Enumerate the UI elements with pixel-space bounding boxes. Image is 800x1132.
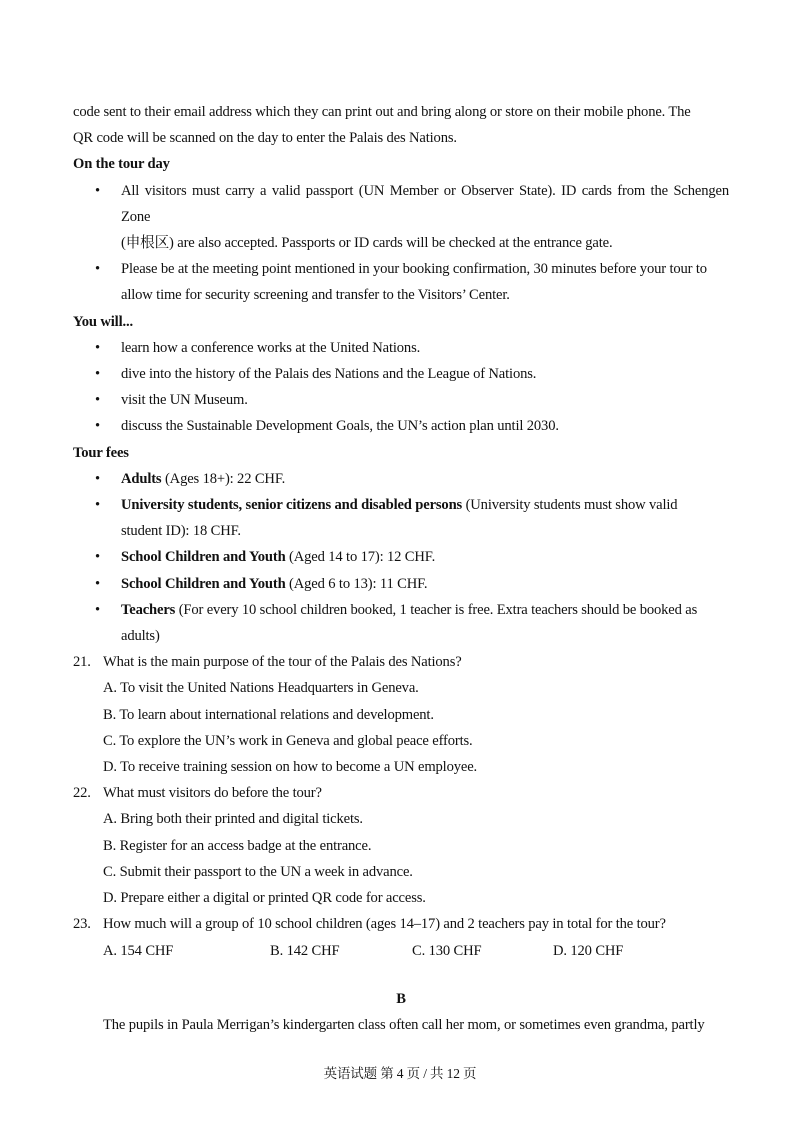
- fee-detail: (For every 10 school children booked, 1 teacher is free. Extra teachers should be booked as: [175, 601, 698, 618]
- question-number: 21.: [73, 654, 91, 671]
- bullet-text: learn how a conference works at the United Nations.: [121, 339, 421, 356]
- bullet-icon: •: [95, 497, 100, 514]
- question-stem: What must visitors do before the tour?: [103, 785, 322, 802]
- fee-detail: student ID): 18 CHF.: [121, 523, 241, 540]
- bullet-text: discuss the Sustainable Development Goals, the UN’s action plan until 2030.: [121, 418, 559, 435]
- option-b: B. Register for an access badge at the entrance.: [103, 837, 372, 854]
- fee-item: [73, 544, 729, 570]
- question-number: 22.: [73, 785, 91, 802]
- bullet-text: allow time for security screening and transfer to the Visitors’ Center.: [121, 287, 510, 304]
- intro-line: code sent to their email address which they can print out and bring along or store on their mobile phone. The: [73, 104, 691, 120]
- passage-b-text: The pupils in Paula Merrigan’s kindergarten class often call her mom, or sometimes even grandma, partly: [103, 1016, 705, 1033]
- option-b: B. 142 CHF: [270, 942, 340, 959]
- question-stem: What is the main purpose of the tour of the Palais des Nations?: [103, 654, 462, 671]
- bullet-icon: •: [95, 392, 100, 409]
- section-heading-tour-fees: Tour fees: [73, 444, 129, 461]
- bullet-icon: •: [95, 575, 100, 592]
- fee-item: [73, 492, 729, 544]
- option-a: A. Bring both their printed and digital tickets.: [103, 811, 363, 828]
- bullet-icon: •: [95, 261, 100, 278]
- fee-category: School Children and Youth: [121, 549, 286, 566]
- bullet-icon: •: [95, 182, 100, 199]
- option-c: C. Submit their passport to the UN a week in advance.: [103, 863, 413, 880]
- fee-detail: (University students must show valid: [462, 497, 678, 514]
- bullet-icon: •: [95, 549, 100, 566]
- fee-detail: adults): [121, 628, 160, 645]
- option-c: C. To explore the UN’s work in Geneva and global peace efforts.: [103, 732, 473, 749]
- bullet-icon: •: [95, 366, 100, 383]
- bullet-item: [73, 256, 729, 308]
- question-22: [73, 780, 729, 911]
- option-d: D. 120 CHF: [553, 942, 624, 959]
- option-d: D. Prepare either a digital or printed QR code for access.: [103, 890, 426, 907]
- fee-category: Adults: [121, 470, 162, 487]
- exam-page: [73, 0, 729, 1038]
- bullet-item: [73, 178, 729, 257]
- option-a: A. To visit the United Nations Headquarters in Geneva.: [103, 680, 419, 697]
- fee-category: Teachers: [121, 601, 176, 618]
- section-heading-tour-day: On the tour day: [73, 156, 170, 173]
- fee-category: University students, senior citizens and disabled persons: [121, 497, 463, 514]
- bullet-item: [73, 361, 729, 387]
- fee-detail: (Aged 6 to 13): 11 CHF.: [285, 575, 428, 592]
- option-d: D. To receive training session on how to become a UN employee.: [103, 759, 478, 776]
- bullet-text: (申根区) are also accepted. Passports or ID cards will be checked at the entrance gate.: [121, 235, 613, 252]
- fee-item: [73, 571, 729, 597]
- fee-item: [73, 597, 729, 649]
- bullet-icon: •: [95, 601, 100, 618]
- section-heading-you-will: You will...: [73, 313, 133, 330]
- bullet-text: All visitors must carry a valid passport (UN Member or Observer State). ID cards from the Schengen Zone: [121, 182, 729, 225]
- bullet-item: [73, 413, 729, 439]
- bullet-text: visit the UN Museum.: [121, 392, 248, 409]
- fee-category: School Children and Youth: [121, 575, 286, 592]
- fee-detail: (Ages 18+): 22 CHF.: [161, 470, 286, 487]
- option-a: A. 154 CHF: [103, 942, 174, 959]
- bullet-item: [73, 387, 729, 413]
- page-footer: 英语试题 第 4 页 / 共 12 页: [323, 1066, 477, 1082]
- bullet-icon: •: [95, 339, 100, 356]
- question-21: [73, 649, 729, 780]
- bullet-item: [73, 335, 729, 361]
- bullet-icon: •: [95, 470, 100, 487]
- fee-item: [73, 466, 729, 492]
- bullet-icon: •: [95, 418, 100, 435]
- fee-detail: (Aged 14 to 17): 12 CHF.: [285, 549, 436, 566]
- bullet-text: dive into the history of the Palais des Nations and the League of Nations.: [121, 366, 537, 383]
- intro-line: QR code will be scanned on the day to enter the Palais des Nations.: [73, 130, 457, 147]
- question-stem: How much will a group of 10 school children (ages 14–17) and 2 teachers pay in total for the tour?: [103, 916, 666, 933]
- question-23: [73, 911, 729, 963]
- option-b: B. To learn about international relations and development.: [103, 706, 434, 723]
- option-c: C. 130 CHF: [412, 942, 482, 959]
- bullet-text: Please be at the meeting point mentioned in your booking confirmation, 30 minutes before your tour to: [121, 261, 707, 278]
- question-number: 23.: [73, 916, 91, 933]
- section-b-heading: B: [396, 990, 406, 1007]
